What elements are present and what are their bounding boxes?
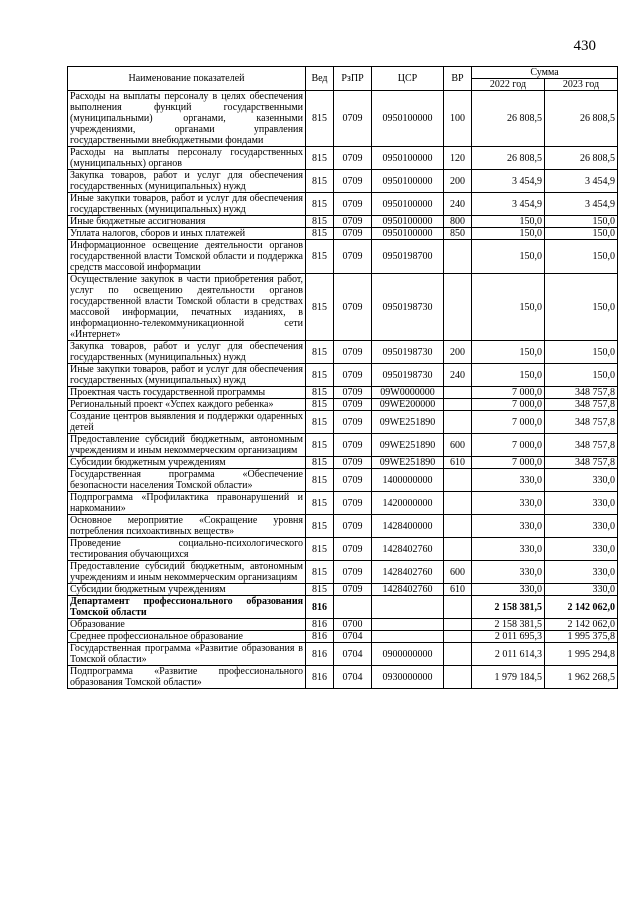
row-csr (372, 596, 444, 619)
row-ved: 816 (306, 619, 334, 631)
row-sum-2023: 150,0 (545, 216, 618, 228)
row-ved: 815 (306, 492, 334, 515)
table-row (68, 561, 618, 584)
row-name: Расходы на выплаты персоналу в целях обеспечения выполнения функций государственными (муниципальными) органами, казенными учреждениями, органами управления государственными внебюджетными фондами (68, 91, 306, 147)
row-sum-2022: 7 000,0 (472, 457, 545, 469)
row-sum-2022: 330,0 (472, 584, 545, 596)
row-csr: 09WE251890 (372, 457, 444, 469)
row-sum-2023: 2 142 062,0 (545, 619, 618, 631)
row-name: Уплата налогов, сборов и иных платежей (68, 228, 306, 240)
row-sum-2022: 3 454,9 (472, 193, 545, 216)
row-vr: 200 (444, 341, 472, 364)
row-csr: 1428400000 (372, 515, 444, 538)
table-row (68, 341, 618, 364)
row-sum-2022: 150,0 (472, 341, 545, 364)
row-rzpr: 0709 (334, 341, 372, 364)
table-row (68, 643, 618, 666)
row-sum-2023: 330,0 (545, 561, 618, 584)
row-ved: 815 (306, 411, 334, 434)
row-sum-2023: 330,0 (545, 469, 618, 492)
row-rzpr: 0709 (334, 538, 372, 561)
row-vr (444, 643, 472, 666)
row-csr (372, 619, 444, 631)
row-sum-2022: 7 000,0 (472, 387, 545, 399)
row-name: Иные закупки товаров, работ и услуг для обеспечения государственных (муниципальных) нужд (68, 193, 306, 216)
row-sum-2023: 330,0 (545, 515, 618, 538)
row-sum-2023: 150,0 (545, 228, 618, 240)
row-sum-2023: 1 962 268,5 (545, 666, 618, 689)
row-vr: 240 (444, 364, 472, 387)
row-vr: 610 (444, 457, 472, 469)
row-ved: 815 (306, 457, 334, 469)
row-csr: 0950198730 (372, 341, 444, 364)
table-row (68, 469, 618, 492)
row-name: Региональный проект «Успех каждого ребенка» (68, 399, 306, 411)
row-rzpr: 0709 (334, 228, 372, 240)
table-row (68, 666, 618, 689)
row-name: Проектная часть государственной программы (68, 387, 306, 399)
row-name: Иные бюджетные ассигнования (68, 216, 306, 228)
row-name: Расходы на выплаты персоналу государственных (муниципальных) органов (68, 147, 306, 170)
row-ved: 815 (306, 364, 334, 387)
table-row (68, 631, 618, 643)
row-rzpr: 0709 (334, 216, 372, 228)
row-rzpr: 0709 (334, 457, 372, 469)
row-csr: 0950100000 (372, 91, 444, 147)
row-ved: 815 (306, 387, 334, 399)
row-rzpr: 0700 (334, 619, 372, 631)
row-csr: 0900000000 (372, 643, 444, 666)
row-sum-2022: 2 011 695,3 (472, 631, 545, 643)
row-name: Создание центров выявления и поддержки одаренных детей (68, 411, 306, 434)
row-sum-2023: 348 757,8 (545, 387, 618, 399)
row-csr: 1420000000 (372, 492, 444, 515)
row-name: Проведение социально-психологического тестирования обучающихся (68, 538, 306, 561)
row-rzpr: 0709 (334, 364, 372, 387)
row-ved: 815 (306, 399, 334, 411)
row-csr: 0950100000 (372, 170, 444, 193)
row-rzpr: 0709 (334, 411, 372, 434)
row-ved: 815 (306, 170, 334, 193)
row-rzpr: 0709 (334, 147, 372, 170)
row-csr: 09WE200000 (372, 399, 444, 411)
row-sum-2022: 150,0 (472, 364, 545, 387)
table-row (68, 538, 618, 561)
row-vr (444, 666, 472, 689)
row-sum-2022: 2 158 381,5 (472, 596, 545, 619)
table-row (68, 216, 618, 228)
row-sum-2023: 2 142 062,0 (545, 596, 618, 619)
table-row (68, 515, 618, 538)
row-sum-2023: 330,0 (545, 492, 618, 515)
row-csr: 0950100000 (372, 228, 444, 240)
table-row (68, 411, 618, 434)
row-vr (444, 469, 472, 492)
row-ved: 815 (306, 193, 334, 216)
row-name: Основное мероприятие «Сокращение уровня потребления психоактивных веществ» (68, 515, 306, 538)
row-sum-2022: 7 000,0 (472, 434, 545, 457)
row-rzpr: 0709 (334, 469, 372, 492)
row-vr (444, 631, 472, 643)
row-sum-2022: 330,0 (472, 538, 545, 561)
table-row (68, 584, 618, 596)
row-csr: 0950198730 (372, 274, 444, 341)
row-name: Предоставление субсидий бюджетным, автономным учреждениям и иным некоммерческим организациям (68, 561, 306, 584)
row-sum-2023: 330,0 (545, 584, 618, 596)
row-sum-2023: 1 995 375,8 (545, 631, 618, 643)
row-name: Субсидии бюджетным учреждениям (68, 457, 306, 469)
row-ved: 815 (306, 240, 334, 274)
row-vr: 600 (444, 434, 472, 457)
table-row (68, 399, 618, 411)
row-sum-2023: 348 757,8 (545, 434, 618, 457)
table-row (68, 91, 618, 147)
row-vr: 240 (444, 193, 472, 216)
row-vr (444, 538, 472, 561)
row-rzpr: 0709 (334, 91, 372, 147)
header-rzpr: РзПР (334, 67, 372, 91)
row-name: Среднее профессиональное образование (68, 631, 306, 643)
row-ved: 815 (306, 228, 334, 240)
row-rzpr: 0709 (334, 492, 372, 515)
row-sum-2023: 26 808,5 (545, 91, 618, 147)
row-name: Подпрограмма «Развитие профессионального образования Томской области» (68, 666, 306, 689)
row-csr: 1428402760 (372, 584, 444, 596)
row-name: Иные закупки товаров, работ и услуг для обеспечения государственных (муниципальных) нужд (68, 364, 306, 387)
row-sum-2022: 26 808,5 (472, 147, 545, 170)
row-ved: 815 (306, 538, 334, 561)
row-sum-2023: 330,0 (545, 538, 618, 561)
row-vr (444, 492, 472, 515)
header-sum: Сумма (472, 67, 618, 79)
table-row (68, 619, 618, 631)
row-name: Информационное освещение деятельности органов государственной власти Томской области и поддержка средств массовой информации (68, 240, 306, 274)
row-sum-2022: 3 454,9 (472, 170, 545, 193)
row-name: Субсидии бюджетным учреждениям (68, 584, 306, 596)
row-vr (444, 240, 472, 274)
header-ved: Вед (306, 67, 334, 91)
table-row (68, 596, 618, 619)
row-csr: 09WE251890 (372, 411, 444, 434)
table-row (68, 170, 618, 193)
row-sum-2022: 150,0 (472, 228, 545, 240)
table-row (68, 457, 618, 469)
row-sum-2023: 150,0 (545, 274, 618, 341)
table-header (68, 67, 618, 91)
row-rzpr: 0709 (334, 193, 372, 216)
row-ved: 816 (306, 666, 334, 689)
header-2022: 2022 год (472, 79, 545, 91)
row-sum-2023: 1 995 294,8 (545, 643, 618, 666)
row-rzpr: 0709 (334, 387, 372, 399)
row-rzpr: 0709 (334, 434, 372, 457)
row-csr: 0950100000 (372, 147, 444, 170)
row-sum-2023: 150,0 (545, 364, 618, 387)
row-sum-2022: 330,0 (472, 561, 545, 584)
row-ved: 815 (306, 434, 334, 457)
row-name: Государственная программа «Развитие образования в Томской области» (68, 643, 306, 666)
row-sum-2022: 330,0 (472, 492, 545, 515)
row-vr: 100 (444, 91, 472, 147)
row-vr (444, 411, 472, 434)
row-vr (444, 619, 472, 631)
row-csr (372, 631, 444, 643)
budget-table (67, 66, 618, 689)
row-name: Департамент профессионального образования Томской области (68, 596, 306, 619)
row-csr: 1428402760 (372, 538, 444, 561)
table-row (68, 364, 618, 387)
page-number: 430 (573, 38, 596, 54)
table-row (68, 193, 618, 216)
row-sum-2022: 150,0 (472, 274, 545, 341)
row-ved: 815 (306, 216, 334, 228)
row-vr: 600 (444, 561, 472, 584)
row-name: Осуществление закупок в части приобретения работ, услуг по освещению деятельности органов государственной власти Томской области в средствах массовой информации, печатных изданиях, в информационно-телекоммуникационной сети «Интернет» (68, 274, 306, 341)
row-sum-2022: 7 000,0 (472, 399, 545, 411)
row-ved: 815 (306, 341, 334, 364)
row-rzpr: 0704 (334, 643, 372, 666)
row-sum-2022: 2 011 614,3 (472, 643, 545, 666)
row-sum-2022: 330,0 (472, 515, 545, 538)
row-sum-2023: 3 454,9 (545, 170, 618, 193)
row-sum-2022: 2 158 381,5 (472, 619, 545, 631)
table-row (68, 434, 618, 457)
row-ved: 815 (306, 584, 334, 596)
row-csr: 1428402760 (372, 561, 444, 584)
row-ved: 816 (306, 643, 334, 666)
row-csr: 0930000000 (372, 666, 444, 689)
row-rzpr: 0709 (334, 399, 372, 411)
table-row (68, 240, 618, 274)
row-vr (444, 274, 472, 341)
header-vr: ВР (444, 67, 472, 91)
row-csr: 09WE251890 (372, 434, 444, 457)
row-rzpr: 0709 (334, 584, 372, 596)
row-vr (444, 399, 472, 411)
header-2023: 2023 год (545, 79, 618, 91)
row-name: Закупка товаров, работ и услуг для обеспечения государственных (муниципальных) нужд (68, 341, 306, 364)
row-csr: 0950100000 (372, 216, 444, 228)
row-vr (444, 387, 472, 399)
row-sum-2023: 348 757,8 (545, 411, 618, 434)
row-ved: 815 (306, 515, 334, 538)
row-rzpr: 0709 (334, 515, 372, 538)
row-csr: 0950198730 (372, 364, 444, 387)
row-rzpr: 0709 (334, 240, 372, 274)
row-rzpr: 0709 (334, 170, 372, 193)
row-sum-2023: 348 757,8 (545, 399, 618, 411)
row-sum-2023: 348 757,8 (545, 457, 618, 469)
row-sum-2022: 7 000,0 (472, 411, 545, 434)
row-ved: 816 (306, 596, 334, 619)
row-sum-2022: 150,0 (472, 216, 545, 228)
row-rzpr: 0704 (334, 666, 372, 689)
row-name: Государственная программа «Обеспечение безопасности населения Томской области» (68, 469, 306, 492)
row-vr: 850 (444, 228, 472, 240)
row-csr: 09W0000000 (372, 387, 444, 399)
row-rzpr: 0704 (334, 631, 372, 643)
row-csr: 0950198700 (372, 240, 444, 274)
row-csr: 1400000000 (372, 469, 444, 492)
row-name: Предоставление субсидий бюджетным, автономным учреждениям и иным некоммерческим организациям (68, 434, 306, 457)
row-csr: 0950100000 (372, 193, 444, 216)
row-sum-2023: 3 454,9 (545, 193, 618, 216)
row-ved: 816 (306, 631, 334, 643)
row-ved: 815 (306, 147, 334, 170)
row-vr (444, 596, 472, 619)
table-row (68, 147, 618, 170)
row-ved: 815 (306, 274, 334, 341)
row-sum-2023: 150,0 (545, 341, 618, 364)
row-vr: 200 (444, 170, 472, 193)
row-name: Подпрограмма «Профилактика правонарушений и наркомании» (68, 492, 306, 515)
row-ved: 815 (306, 91, 334, 147)
row-sum-2023: 150,0 (545, 240, 618, 274)
row-sum-2023: 26 808,5 (545, 147, 618, 170)
row-vr: 120 (444, 147, 472, 170)
row-sum-2022: 330,0 (472, 469, 545, 492)
row-sum-2022: 1 979 184,5 (472, 666, 545, 689)
row-vr (444, 515, 472, 538)
row-rzpr (334, 596, 372, 619)
row-rzpr: 0709 (334, 274, 372, 341)
row-rzpr: 0709 (334, 561, 372, 584)
row-ved: 815 (306, 561, 334, 584)
table-row (68, 228, 618, 240)
table-row (68, 387, 618, 399)
row-ved: 815 (306, 469, 334, 492)
row-vr: 800 (444, 216, 472, 228)
header-name: Наименование показателей (68, 67, 306, 91)
row-sum-2022: 26 808,5 (472, 91, 545, 147)
header-csr: ЦСР (372, 67, 444, 91)
table-row (68, 274, 618, 341)
row-name: Закупка товаров, работ и услуг для обеспечения государственных (муниципальных) нужд (68, 170, 306, 193)
row-vr: 610 (444, 584, 472, 596)
row-name: Образование (68, 619, 306, 631)
table-body (68, 91, 618, 689)
row-sum-2022: 150,0 (472, 240, 545, 274)
table-row (68, 492, 618, 515)
